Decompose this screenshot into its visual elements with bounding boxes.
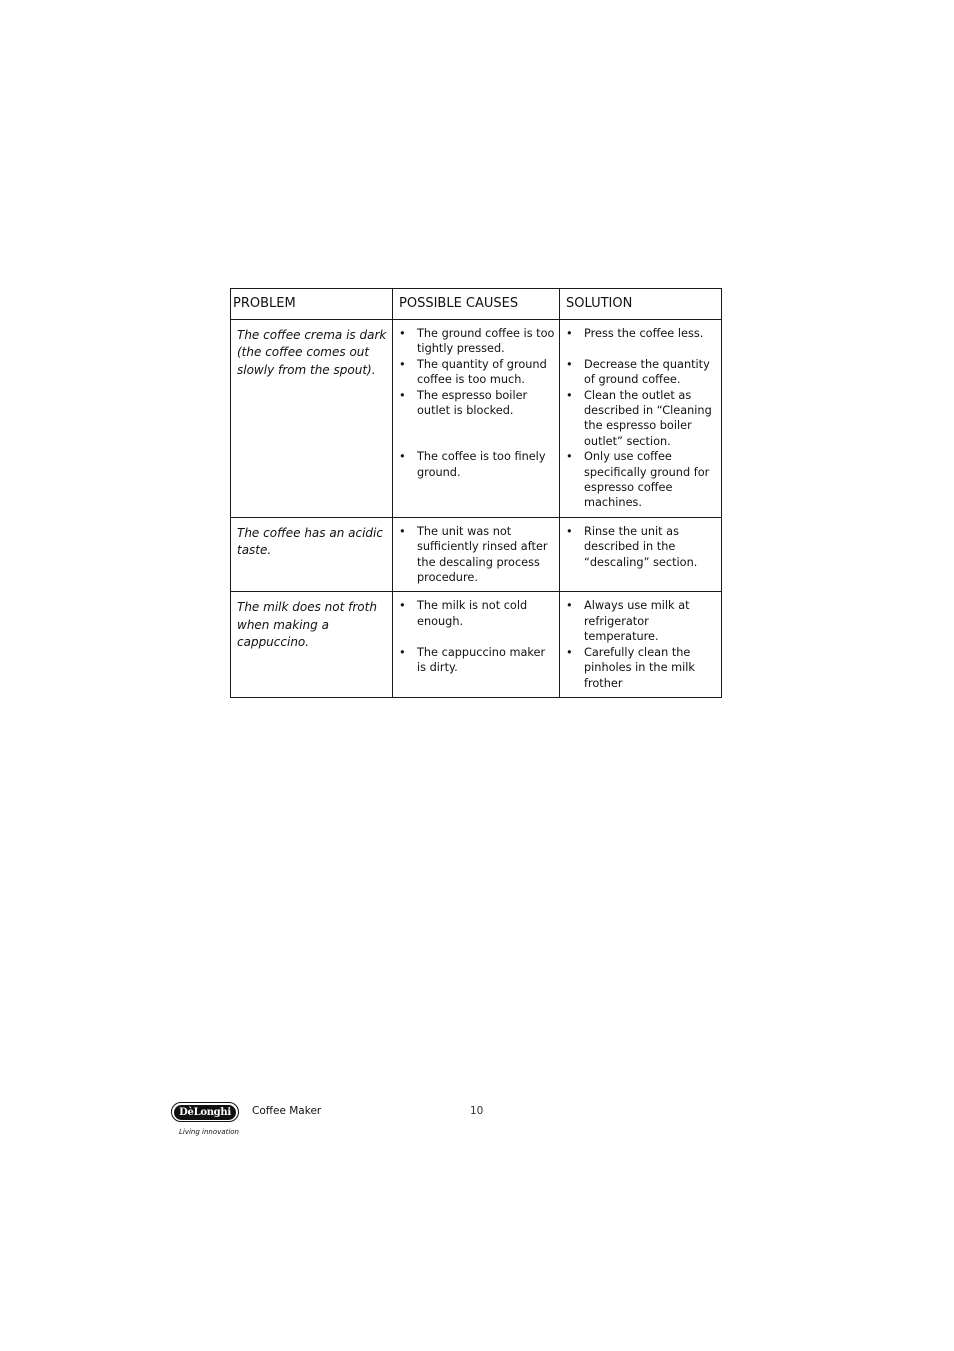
solution-cell — [560, 592, 722, 697]
solution-cell — [560, 517, 722, 592]
problem-text: The coffee has an acidic taste. — [237, 525, 383, 558]
product-name: Coffee Maker — [252, 1105, 322, 1117]
cause-item: • The milk is not cold enough. — [399, 598, 555, 629]
header-problem: PROBLEM — [231, 289, 393, 320]
solution-item: • Only use coffee specifically ground for espresso coffee machines. — [566, 449, 717, 511]
solutions-list — [566, 524, 717, 570]
logo-wordmark: DèLonghi — [174, 1105, 236, 1120]
cause-item: • The quantity of ground coffee is too much. — [399, 357, 555, 388]
causes-cell — [393, 320, 560, 518]
table-header-row — [231, 289, 722, 320]
page-footer — [171, 1102, 501, 1142]
table-row — [231, 517, 722, 592]
header-possible-causes: POSSIBLE CAUSES — [393, 289, 560, 320]
solution-item: • Always use milk at refrigerator temperature. — [566, 598, 717, 644]
solution-cell — [560, 320, 722, 518]
page-number: 10 — [470, 1105, 484, 1117]
troubleshooting-table — [230, 288, 722, 698]
delonghi-logo — [171, 1102, 239, 1122]
problem-text: The coffee crema is dark (the coffee comes out slowly from the spout). — [237, 328, 387, 377]
problem-text: The milk does not froth when making a cappuccino. — [237, 600, 377, 650]
cause-item: • The espresso boiler outlet is blocked. — [399, 388, 555, 419]
causes-list — [399, 598, 555, 675]
table-row — [231, 320, 722, 518]
cause-item: • The coffee is too finely ground. — [399, 449, 555, 480]
cause-item: • The ground coffee is too tightly pressed. — [399, 326, 555, 357]
problem-cell — [231, 320, 393, 518]
table-row — [231, 592, 722, 697]
causes-cell — [393, 592, 560, 697]
cause-item: • The unit was not sufficiently rinsed after the descaling process procedure. — [399, 524, 555, 586]
cause-item: • The cappuccino maker is dirty. — [399, 645, 555, 676]
causes-cell — [393, 517, 560, 592]
problem-cell — [231, 592, 393, 697]
logo-tagline: Living innovation — [179, 1128, 239, 1136]
header-solution: SOLUTION — [560, 289, 722, 320]
causes-list — [399, 326, 555, 480]
problem-cell — [231, 517, 393, 592]
solution-item: • Press the coffee less. — [566, 326, 717, 341]
solution-item: • Carefully clean the pinholes in the milk frother — [566, 645, 717, 691]
solutions-list — [566, 598, 717, 690]
causes-list — [399, 524, 555, 586]
solution-item: • Decrease the quantity of ground coffee. — [566, 357, 717, 388]
solution-item: • Clean the outlet as described in “Cleaning the espresso boiler outlet” section. — [566, 388, 717, 450]
solutions-list — [566, 326, 717, 511]
solution-item: • Rinse the unit as described in the “descaling” section. — [566, 524, 717, 570]
